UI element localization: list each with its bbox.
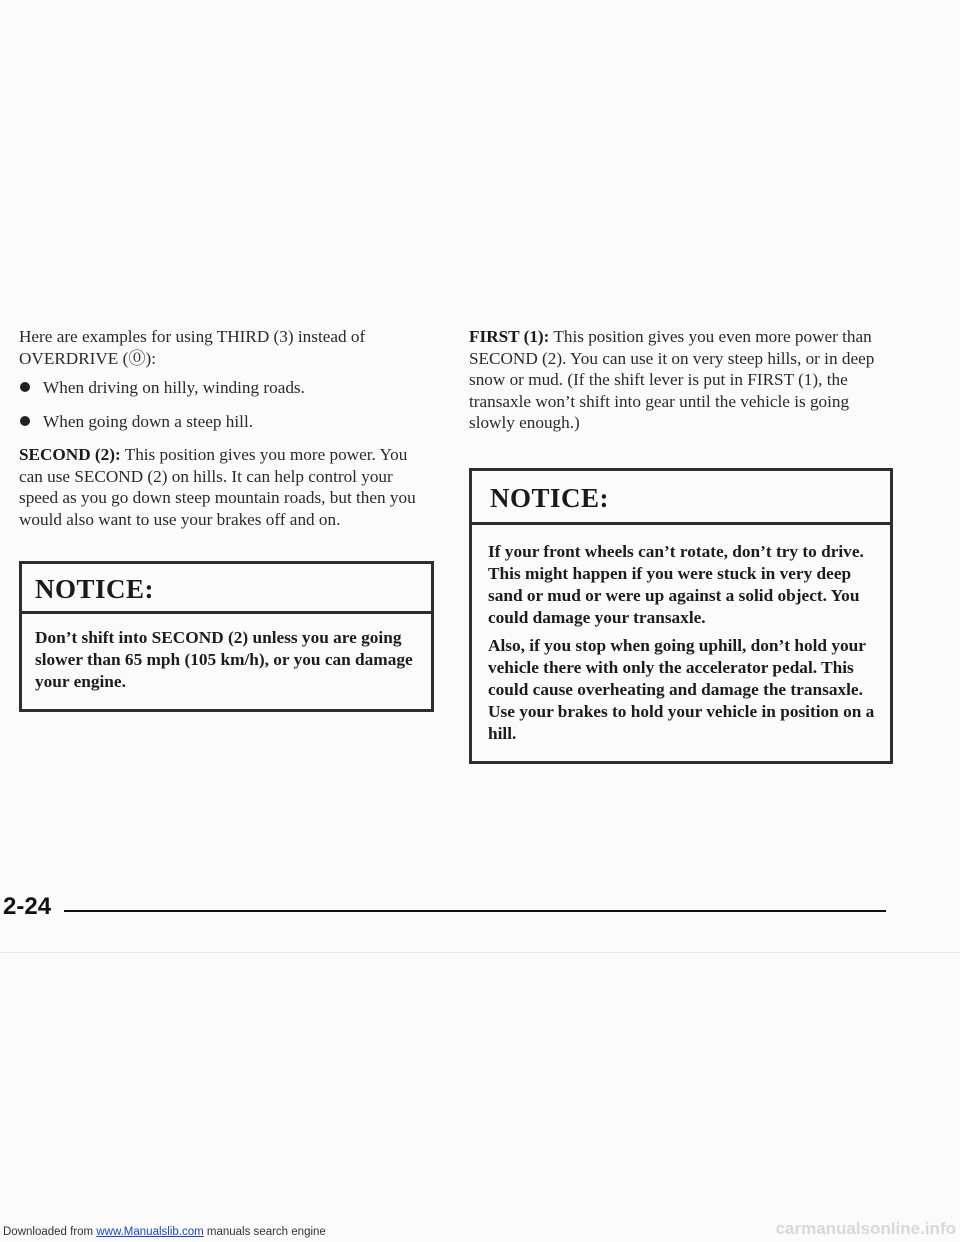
list-item (19, 377, 434, 399)
list-item-text: When driving on hilly, winding roads. (43, 378, 305, 397)
page-number: 2-24 (3, 893, 52, 920)
footer-rule (64, 910, 886, 912)
notice-title: NOTICE: (22, 564, 431, 614)
first-gear-paragraph (469, 326, 893, 434)
notice-text: Also, if you stop when going uphill, don’t hold your vehicle there with only the accelerator pedal. This could cause overheating and damage the transaxle. Use your brakes to hold your vehicle in position on a hill. (488, 635, 875, 743)
first-gear-heading: FIRST (1): (469, 327, 550, 346)
notice-text: Don’t shift into SECOND (2) unless you are going slower than 65 mph (105 km/h), or you can damage your engine. (35, 628, 413, 691)
second-gear-text: This position gives you more power. You can use SECOND (2) on hills. It can help control your speed as you go down steep mountain roads, but then you would also want to use your brakes off and on. (19, 445, 416, 529)
site-watermark: carmanualsonline.info (775, 1219, 956, 1238)
watermark-suffix: manuals search engine (203, 1226, 326, 1238)
scan-divider (0, 952, 960, 953)
notice-title: NOTICE: (472, 471, 890, 525)
download-watermark (3, 1226, 326, 1238)
bullet-list (19, 377, 434, 432)
notice-text: If your front wheels can’t rotate, don’t try to drive. This might happen if you were stuck in very deep sand or mud or were up against a solid object. You could damage your transaxle. (488, 541, 864, 627)
first-gear-text: This position gives you even more power than SECOND (2). You can use it on very steep hills, or in deep snow or mud. (If the shift lever is put in FIRST (1), the transaxle won’t shift into gear until the vehicle is going slowly enough.) (469, 327, 875, 432)
intro-paragraph: Here are examples for using THIRD (3) instead of OVERDRIVE (⓪): (19, 327, 366, 368)
second-gear-heading: SECOND (2): (19, 445, 121, 464)
notice-body (472, 525, 890, 761)
list-item (19, 411, 434, 433)
list-item-text: When going down a steep hill. (43, 411, 254, 431)
second-gear-paragraph (19, 444, 434, 530)
left-column (19, 326, 434, 712)
notice-body (22, 614, 431, 709)
bullet-icon (20, 382, 30, 392)
notice-box-first (469, 468, 893, 764)
right-column (469, 326, 893, 764)
watermark-prefix: Downloaded from (3, 1226, 97, 1238)
notice-box-second (19, 561, 434, 712)
bullet-icon (20, 416, 30, 426)
manualslib-link[interactable]: www.Manualslib.com (96, 1226, 204, 1238)
